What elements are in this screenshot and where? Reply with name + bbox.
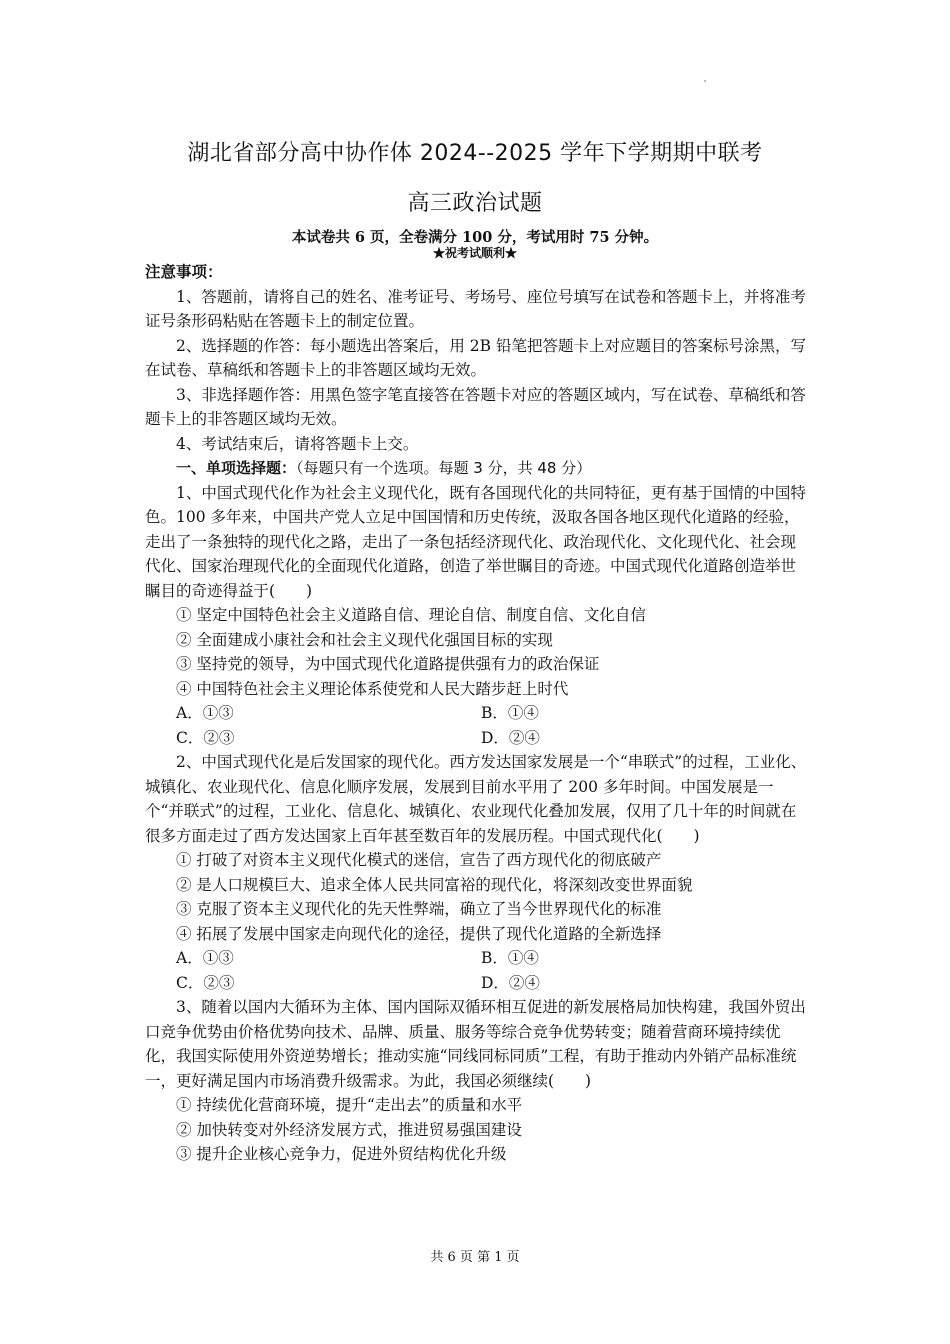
exam-info: 本试卷共 6 页，全卷满分 100 分，考试用时 75 分钟。 [291,229,659,246]
question-1-stem: 1、中国式现代化作为社会主义现代化，既有各国现代化的共同特征，更有基于国情的中国特色。100 多年来，中国共产党人立足中国国情和历史传统，汲取各国各地区现代化道路的经验，走出了一条独特的现代化之路，走出了一条包括经济现代化、政治现代化、文化现代化、社会现代化、国家治理现代化的全面现代化道路，创造了举世瞩目的奇迹。中国式现代化道路创造举世瞩目的奇迹得益于( ) [145,483,806,600]
section-note: （每题只有一个选项。每题 3 分，共 48 分） [296,459,592,477]
option-a[interactable]: A．①③ [176,949,234,967]
exam-title: 湖北省部分高中协作体 2024--2025 学年下学期期中联考 [187,141,763,166]
notice-item: 2、选择题的作答：每小题选出答案后，用 2B 铅笔把答题卡上对应题目的答案标号涂黑，写在试卷、草稿纸和答题卡上的非答题区域均无效。 [145,336,806,379]
option-d[interactable]: D．②④ [481,728,540,747]
option-b[interactable]: B．①④ [481,949,539,967]
option-b[interactable]: B．①④ [481,704,539,722]
question-1-options-row [145,726,810,751]
notice-title: 注意事项： [145,262,223,281]
question-2-item: ④ 拓展了发展中国家走向现代化的途径，提供了现代化道路的全新选择 [176,924,662,943]
notice-item: 3、非选择题作答：用黑色签字笔直接答在答题卡对应的答题区域内，写在试卷、草稿纸和答题卡上的非答题区域均无效。 [145,385,806,428]
section-title: 一、单项选择题： [176,459,297,477]
question-1-item: ① 坚定中国特色社会主义道路自信、理论自信、制度自信、文化自信 [176,606,646,624]
question-2-item: ③ 克服了资本主义现代化的先天性弊端，确立了当今世界现代化的标准 [176,900,662,918]
question-2-item: ② 是人口规模巨大、追求全体人民共同富裕的现代化，将深刻改变世界面貌 [176,875,693,894]
option-c[interactable]: C．②③ [176,728,235,747]
question-2-options-row [145,971,810,996]
scan-speck [704,80,706,82]
option-d[interactable]: D．②④ [481,973,540,992]
question-2-item: ① 打破了对资本主义现代化模式的迷信，宣告了西方现代化的彻底破产 [176,851,662,869]
question-1-item: ② 全面建成小康社会和社会主义现代化强国目标的实现 [176,630,553,649]
exam-content [145,260,810,1167]
question-3-item: ③ 提升企业核心竞争力，促进外贸结构优化升级 [176,1145,507,1163]
question-2-options-row [145,946,810,971]
exam-motto: ★祝考试顺利★ [432,246,517,260]
question-3-item: ① 持续优化营商环境，提升“走出去”的质量和水平 [176,1096,523,1114]
section-heading [145,456,810,481]
page-footer: 共 6 页 第 1 页 [430,1250,520,1265]
question-3-item: ② 加快转变对外经济发展方式，推进贸易强国建设 [176,1120,522,1139]
question-2-stem: 2、中国式现代化是后发国家的现代化。西方发达国家发展是一个“串联式”的过程，工业化、城镇化、农业现代化、信息化顺序发展，发展到目前水平用了 200 多年时间。中国发展是一个“并联式”的过程，工业化、信息化、城镇化、农业现代化叠加发展，仅用了几十年的时间就在很多方面走过了西方发达国家上百年甚至数百年的发展历程。中国式现代化( ) [145,753,807,845]
option-a[interactable]: A．①③ [176,704,234,722]
question-1-item: ③ 坚持党的领导，为中国式现代化道路提供强有力的政治保证 [176,655,600,673]
question-1-options-row [145,701,810,726]
notice-item: 1、答题前，请将自己的姓名、准考证号、考场号、座位号填写在试卷和答题卡上，并将准考证号条形码粘贴在答题卡上的制定位置。 [145,287,806,330]
exam-subtitle: 高三政治试题 [407,191,543,216]
question-1-item: ④ 中国特色社会主义理论体系使党和人民大踏步赶上时代 [176,679,569,698]
option-c[interactable]: C．②③ [176,973,235,992]
question-3-stem: 3、随着以国内大循环为主体、国内国际双循环相互促进的新发展格局加快构建，我国外贸出口竞争优势由价格优势向技术、品牌、质量、服务等综合竞争优势转变；随着营商环境持续优化，我国实际使用外资逆势增长；推动实施“同线同标同质”工程，有助于推动内外销产品标准统一，更好满足国内市场消费升级需求。为此，我国必须继续( ) [145,998,806,1090]
notice-item: 4、考试结束后，请将答题卡上交。 [176,434,419,453]
